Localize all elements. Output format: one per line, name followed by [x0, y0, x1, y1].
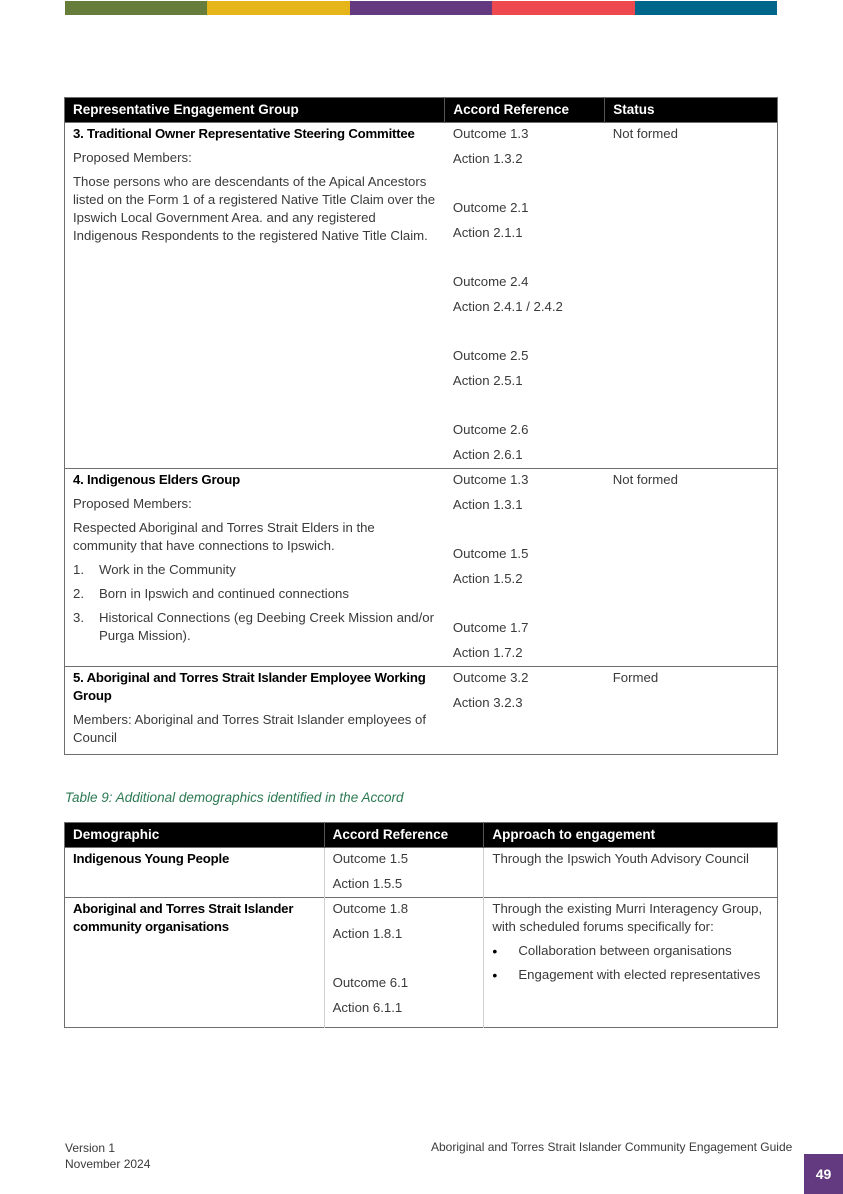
column-header: Representative Engagement Group: [65, 98, 445, 123]
members-description: Members: Aboriginal and Torres Strait Islander employees of Council: [73, 712, 427, 745]
members-label: Proposed Members:: [73, 496, 192, 511]
list-item: [73, 609, 437, 645]
list-number: 1.: [73, 562, 84, 577]
page-number-badge: 49: [804, 1154, 843, 1194]
ref-gap: [453, 249, 597, 273]
group-title: 3. Traditional Owner Representative Steering Committee: [73, 126, 415, 141]
column-header: Accord Reference: [445, 98, 605, 123]
ref-gap: [453, 595, 597, 619]
group-title: 4. Indigenous Elders Group: [73, 472, 240, 487]
color-segment-purple: [350, 1, 492, 15]
column-header: Demographic: [65, 823, 325, 848]
ref-line: Action 1.5.5: [332, 876, 403, 891]
ref-line: Outcome 1.7: [452, 620, 529, 635]
color-segment-green: [65, 1, 207, 15]
color-segment-yellow: [207, 1, 349, 15]
status-cell: Formed: [605, 667, 778, 755]
group-title: 5. Aboriginal and Torres Strait Islander Employee Working Group: [73, 670, 426, 703]
ref-line: Action 1.3.1: [452, 497, 523, 512]
ref-line: Outcome 6.1: [332, 975, 409, 990]
list-text: Born in Ipswich and continued connections: [99, 586, 349, 601]
engagement-groups-table: [64, 97, 778, 755]
ref-gap: [453, 397, 597, 421]
group-cell: [65, 469, 445, 667]
approach-cell: [484, 898, 778, 1028]
ref-line: Outcome 1.5: [332, 851, 409, 866]
table-header-row: [65, 823, 778, 848]
bullet-icon: •: [492, 943, 498, 959]
list-item: [492, 966, 769, 984]
group-cell: [65, 667, 445, 755]
list-item: [73, 561, 437, 579]
table-row: [65, 123, 778, 469]
ref-line: Action 1.3.2: [452, 151, 523, 166]
members-description: Those persons who are descendants of the Apical Ancestors listed on the Form 1 of a registered Native Title Claim over the Ipswich Local Government Area. and any registered Indigenous Respondents to the registered Native Title Claim.: [73, 174, 436, 243]
members-label: Proposed Members:: [73, 150, 192, 165]
ref-line: Outcome 2.1: [452, 200, 529, 215]
list-item: [73, 585, 437, 603]
color-segment-red: [492, 1, 634, 15]
footer-document-title: Aboriginal and Torres Strait Islander Community Engagement Guide: [431, 1140, 793, 1154]
column-header: Status: [605, 98, 778, 123]
table-row: [65, 667, 778, 755]
accord-reference-cell: [324, 898, 484, 1028]
list-number: 3.: [73, 610, 84, 625]
date-label: November 2024: [65, 1157, 151, 1171]
column-header: Approach to engagement: [484, 823, 778, 848]
ref-line: Action 1.8.1: [332, 926, 403, 941]
group-cell: [65, 123, 445, 469]
status-cell: Not formed: [605, 469, 778, 667]
table-row: [65, 848, 778, 898]
bullet-icon: •: [492, 967, 498, 983]
ref-line: Action 6.1.1: [332, 1000, 403, 1015]
approach-cell: Through the Ipswich Youth Advisory Council: [484, 848, 778, 898]
demographic-cell: [65, 848, 325, 898]
connections-list: [73, 561, 437, 645]
table-header-row: [65, 98, 778, 123]
column-header: Accord Reference: [324, 823, 484, 848]
demographic-name: Aboriginal and Torres Strait Islander community organisations: [73, 901, 294, 934]
status-cell: Not formed: [605, 123, 778, 469]
header-color-bar: [65, 1, 777, 15]
ref-line: Outcome 2.6: [452, 422, 529, 437]
accord-reference-cell: [445, 123, 605, 469]
list-text: Engagement with elected representatives: [518, 967, 761, 982]
ref-line: Action 3.2.3: [452, 695, 523, 710]
accord-reference-cell: [324, 848, 484, 898]
ref-gap: [453, 175, 597, 199]
ref-line: Outcome 1.3: [452, 472, 529, 487]
ref-line: Outcome 1.8: [332, 901, 409, 916]
ref-line: Action 2.1.1: [452, 225, 523, 240]
accord-reference-cell: [445, 469, 605, 667]
ref-line: Outcome 2.5: [452, 348, 529, 363]
members-description: Respected Aboriginal and Torres Strait Elders in the community that have connections to Ipswich.: [73, 520, 375, 553]
ref-gap: [453, 323, 597, 347]
forum-list: [492, 942, 769, 984]
version-label: Version 1: [65, 1141, 116, 1155]
color-segment-blue: [635, 1, 777, 15]
demographic-name: Indigenous Young People: [73, 851, 230, 866]
demographic-cell: [65, 898, 325, 1028]
ref-line: Outcome 1.3: [452, 126, 529, 141]
list-number: 2.: [73, 586, 84, 601]
approach-text: Through the existing Murri Interagency Group, with scheduled forums specifically for:: [492, 901, 763, 934]
ref-gap: [453, 521, 597, 545]
accord-reference-cell: [445, 667, 605, 755]
ref-line: Outcome 3.2: [452, 670, 529, 685]
list-text: Historical Connections (eg Deebing Creek Mission and/or Purga Mission).: [99, 610, 434, 643]
demographics-table: [64, 822, 778, 1028]
ref-line: Action 2.5.1: [452, 373, 523, 388]
list-text: Work in the Community: [99, 562, 236, 577]
list-text: Collaboration between organisations: [518, 943, 732, 958]
table-caption: Table 9: Additional demographics identified in the Accord: [65, 790, 404, 805]
ref-line: Action 2.4.1 / 2.4.2: [452, 299, 563, 314]
ref-line: Action 2.6.1: [452, 447, 523, 462]
ref-line: Outcome 1.5: [452, 546, 529, 561]
list-item: [492, 942, 769, 960]
footer-version-info: [65, 1140, 150, 1172]
table-row: [65, 898, 778, 1028]
ref-line: Outcome 2.4: [452, 274, 529, 289]
ref-gap: [333, 950, 476, 974]
ref-line: Action 1.7.2: [452, 645, 523, 660]
ref-line: Action 1.5.2: [452, 571, 523, 586]
table-row: [65, 469, 778, 667]
